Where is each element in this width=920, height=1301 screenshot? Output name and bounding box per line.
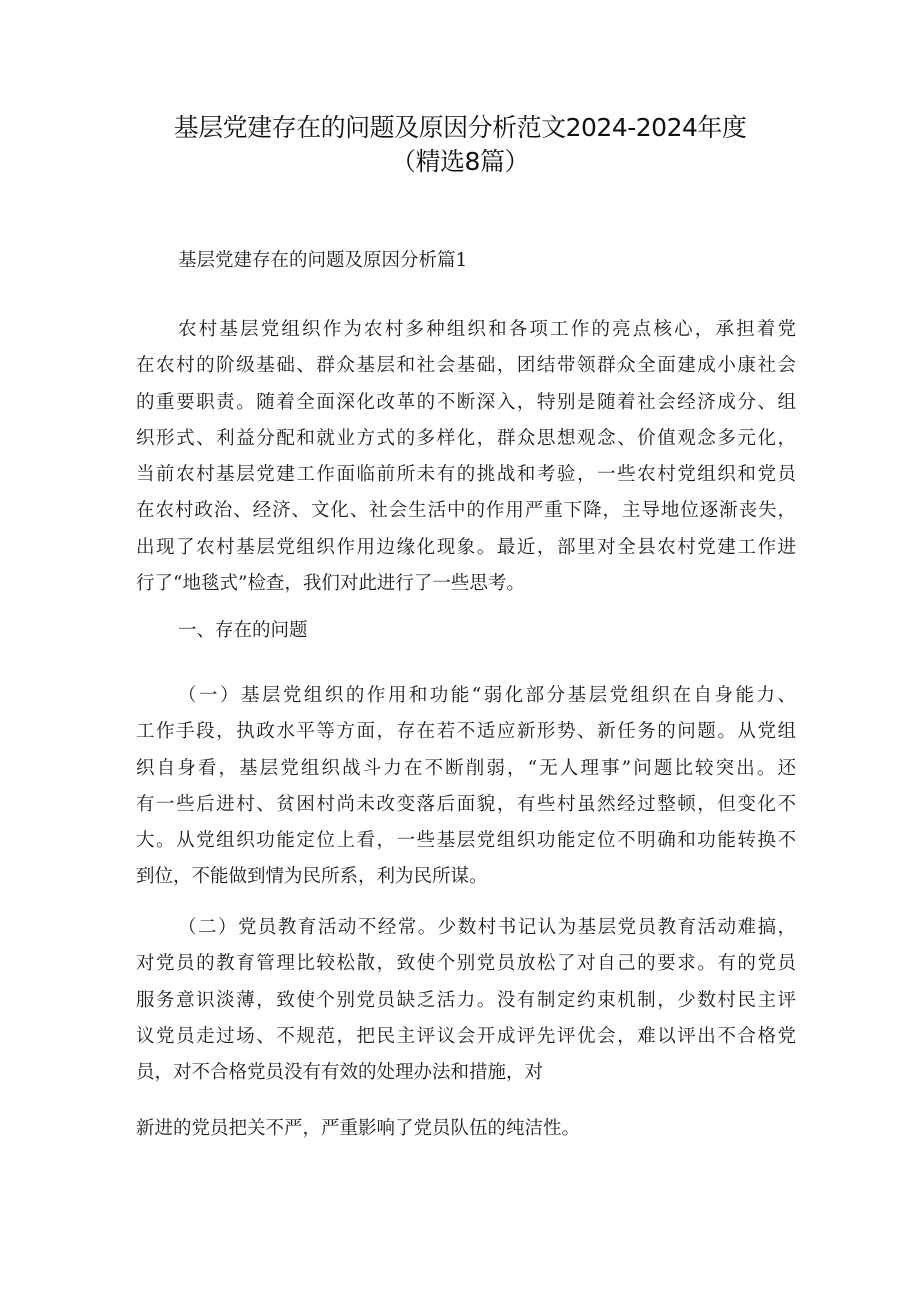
subheading-problems: 一、存在的问题 xyxy=(178,620,308,641)
paragraph-line: 在农村的阶级基础、群众基层和社会基础，团结带领群众全面建成小康社会 xyxy=(136,355,796,377)
paragraph-3 xyxy=(136,910,796,1091)
paragraph-line: （一）基层党组织的作用和功能“弱化部分基层党组织在自身能力、 xyxy=(178,685,796,706)
paragraph-line: 到位，不能做到情为民所系，利为民所谋。 xyxy=(136,866,488,888)
paragraph-line: 有一些后进村、贫困村尚未改变落后面貌，有些村虽然经过整顿，但变化不 xyxy=(136,793,796,815)
paragraph-line: 出现了农村基层党组织作用边缘化现象。最近，部里对全县农村党建工作进 xyxy=(136,536,796,558)
paragraph-line: 织形式、利益分配和就业方式的多样化，群众思想观念、价值观念多元化， xyxy=(136,427,796,449)
paragraph-line: 新进的党员把关不严，严重影响了党员队伍的纯洁性。 xyxy=(136,1118,581,1139)
paragraph-line: 农村基层党组织作为农村多种组织和各项工作的亮点核心，承担着党 xyxy=(178,319,796,340)
paragraph-line: 服务意识淡薄，致使个别党员缺乏活力。没有制定约束机制，少数村民主评 xyxy=(136,989,796,1011)
paragraph-line: 行了“地毯式”检查，我们对此进行了一些思考。 xyxy=(136,573,525,595)
paragraph-line: 员，对不合格党员没有有效的处理办法和措施，对 xyxy=(136,1062,544,1084)
section-heading: 基层党建存在的问题及原因分析篇1 xyxy=(178,250,468,271)
paragraph-line: 在农村政治、经济、文化、社会生活中的作用严重下降，主导地位逐渐丧失， xyxy=(136,500,796,522)
document-title-line-1: 基层党建存在的问题及原因分析范文2024-2024年度 xyxy=(173,113,747,142)
paragraph-line: 织自身看，基层党组织战斗力在不断削弱，“无人理事”问题比较突出。还 xyxy=(136,757,796,779)
paragraph-line: 的重要职责。随着全面深化改革的不断深入，特别是随着社会经济成分、组 xyxy=(136,391,796,413)
paragraph-line: （二）党员教育活动不经常。少数村书记认为基层党员教育活动难搞， xyxy=(178,917,796,938)
paragraph-line: 对党员的教育管理比较松散，致使个别党员放松了对自己的要求。有的党员 xyxy=(136,953,796,975)
paragraph-2 xyxy=(136,678,796,896)
paragraph-1 xyxy=(136,312,796,602)
paragraph-line: 大。从党组织功能定位上看，一些基层党组织功能定位不明确和功能转换不 xyxy=(136,830,796,852)
document-title-line-2: （精选8篇） xyxy=(391,147,529,176)
paragraph-line: 当前农村基层党建工作面临前所未有的挑战和考验，一些农村党组织和党员 xyxy=(136,464,796,486)
paragraph-4 xyxy=(136,1111,796,1147)
paragraph-line: 工作手段，执政水平等方面，存在若不适应新形势、新任务的问题。从党组 xyxy=(136,721,796,743)
paragraph-line: 议党员走过场、不规范，把民主评议会开成评先评优会，难以评出不合格党 xyxy=(136,1025,796,1047)
